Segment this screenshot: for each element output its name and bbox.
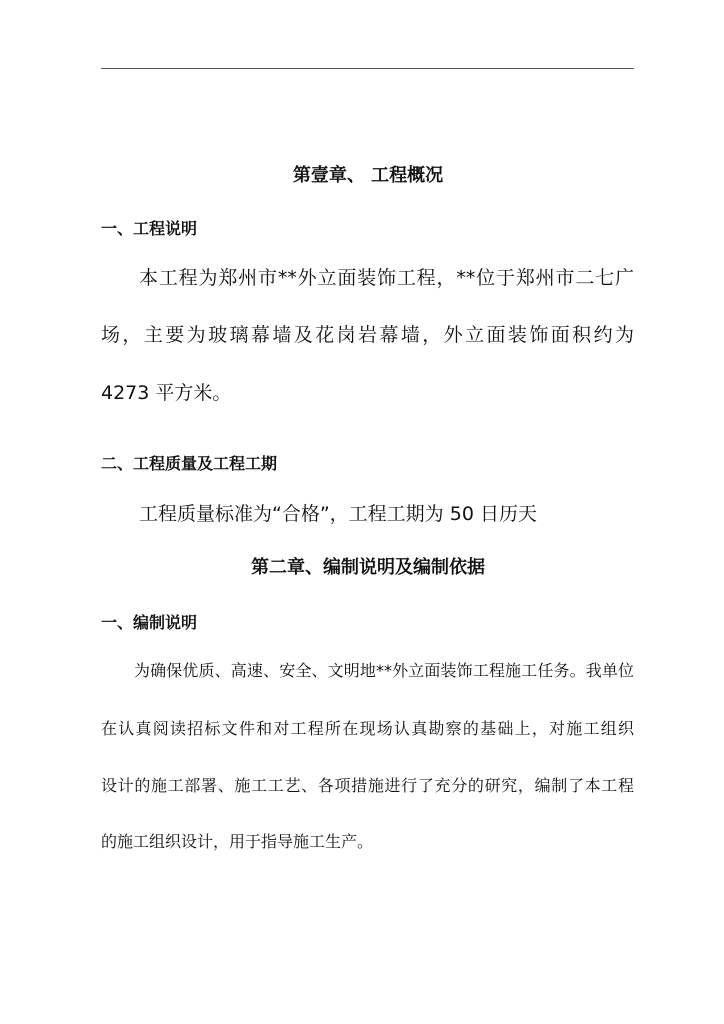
header-rule (101, 68, 634, 69)
chapter-2-title: 第二章、编制说明及编制依据 (251, 557, 485, 578)
paragraph-line: 为确保优质、高速、安全、文明地**外立面装饰工程施工任务。我单位 (134, 661, 634, 680)
paragraph-line: 的施工组织设计，用于指导施工生产。 (101, 832, 374, 851)
section-1-1-heading: 一、工程说明 (101, 219, 198, 238)
section-2-1-heading: 一、编制说明 (101, 613, 198, 632)
chapter-1-title: 第壹章、 工程概况 (292, 165, 444, 186)
paragraph-line: 本工程为郑州市**外立面装饰工程，**位于郑州市二七广 (139, 267, 634, 289)
paragraph-line: 在认真阅读招标文件和对工程所在现场认真勘察的基础上，对施工组织 (101, 719, 634, 738)
paragraph-line: 设计的施工部署、施工工艺、各项措施进行了充分的研究，编制了本工程 (101, 776, 634, 795)
section-1-2-heading: 二、工程质量及工程工期 (101, 454, 278, 473)
paragraph-line: 4273 平方米。 (101, 382, 232, 404)
paragraph-line: 场，主要为玻璃幕墙及花岗岩幕墙，外立面装饰面积约为 (101, 324, 634, 346)
paragraph-line: 工程质量标准为“合格”，工程工期为 50 日历天 (139, 503, 537, 525)
